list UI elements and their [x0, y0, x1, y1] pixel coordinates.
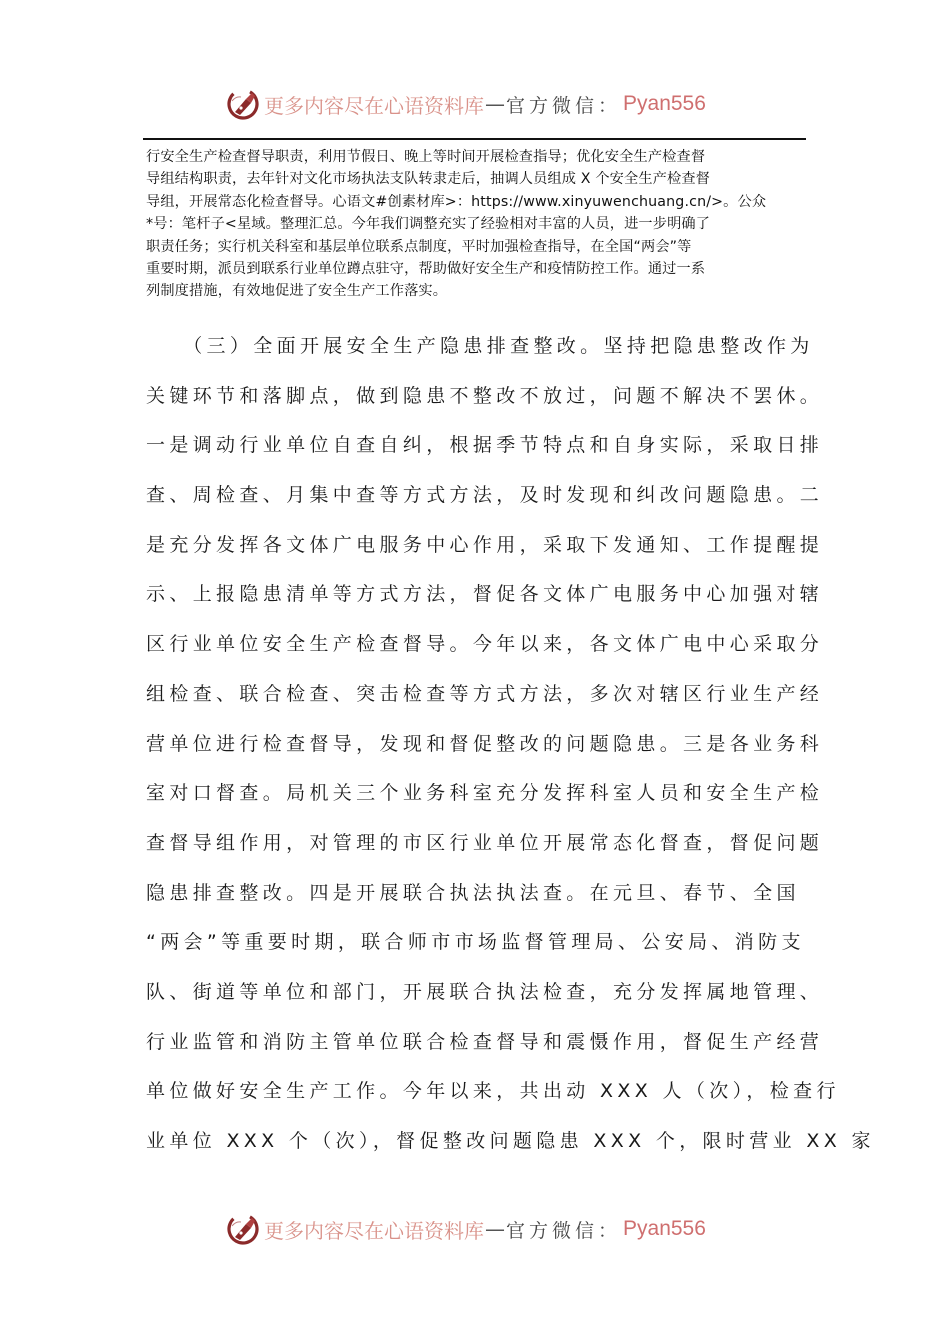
body-line: 示、上报隐患清单等方式方法，督促各文体广电服务中心加强对辖: [146, 583, 824, 606]
small-line: 列制度措施，有效地促进了安全生产工作落实。: [146, 283, 448, 300]
header-banner: [226, 86, 706, 122]
body-line: （三）全面开展安全生产隐患排查整改。坚持把隐患整改作为: [146, 335, 814, 357]
body-line: 行业监管和消防主管单位联合检查督导和震慑作用，督促生产经营: [146, 1030, 824, 1053]
banner-dash: —: [485, 1217, 505, 1241]
body-line: 队、街道等单位和部门，开展联合执法检查，充分发挥属地管理、: [146, 980, 824, 1003]
body-line: 营单位进行检查督导，发现和督促整改的问题隐患。三是各业务科: [146, 732, 824, 755]
banner-wechat-label: 官方微信：: [506, 1219, 622, 1242]
body-line: 室对口督查。局机关三个业务科室充分发挥科室人员和安全生产检: [146, 782, 824, 805]
body-line: 区行业单位安全生产检查督导。今年以来，各文体广电中心采取分: [146, 633, 824, 656]
banner-wechat-label: 官方微信：: [506, 94, 622, 117]
banner-wechat-id: Pyan556: [623, 1217, 706, 1240]
small-line: 导组结构职责，去年针对文化市场执法支队转隶走后，抽调人员组成 X 个安全生产检查督: [146, 171, 711, 188]
small-paragraph: [146, 146, 810, 303]
pen-nib-logo-icon: [226, 1212, 260, 1246]
body-line: 单位做好安全生产工作。今年以来，共出动 XXX 人（次），检查行: [146, 1080, 840, 1103]
small-line: 重要时期，派员到联系行业单位蹲点驻守，帮助做好安全生产和疫情防控工作。通过一系: [146, 260, 706, 277]
banner-site-text: 更多内容尽在心语资料库: [264, 1218, 484, 1243]
footer-banner: [226, 1211, 706, 1247]
body-line: 是充分发挥各文体广电服务中心作用，采取下发通知、工作提醒提: [146, 533, 824, 556]
body-line: 组检查、联合检查、突击检查等方式方法，多次对辖区行业生产经: [146, 682, 824, 705]
body-line: 查、周检查、月集中查等方式方法，及时发现和纠改问题隐患。二: [146, 484, 824, 507]
main-paragraph: [146, 322, 875, 1167]
body-line: 一是调动行业单位自查自纠，根据季节特点和自身实际，采取日排: [146, 434, 824, 457]
body-line: 业单位 XXX 个（次），督促整改问题隐患 XXX 个，限时营业 XX 家: [146, 1130, 875, 1152]
body-line: 查督导组作用，对管理的市区行业单位开展常态化督查，督促问题: [146, 831, 824, 854]
pen-nib-logo-icon: [226, 87, 260, 121]
small-line: *号：笔杆子<星域。整理汇总。今年我们调整充实了经验相对丰富的人员，进一步明确了: [146, 216, 711, 233]
body-line: 关键环节和落脚点，做到隐患不整改不放过，问题不解决不罢休。: [146, 384, 824, 407]
banner-wechat-id: Pyan556: [623, 92, 706, 115]
small-line: 职责任务；实行机关科室和基层单位联系点制度，平时加强检查指导，在全国“两会”等: [146, 238, 692, 255]
header-divider: [143, 138, 806, 140]
body-line: “两会”等重要时期，联合师市市场监督管理局、公安局、消防支: [146, 931, 805, 954]
body-line: 隐患排查整改。四是开展联合执法执法查。在元旦、春节、全国: [146, 881, 800, 904]
small-line: 导组，开展常态化检查督导。心语文#创素材库>：https://www.xinyuwenchuang.cn/>。公众: [146, 193, 767, 210]
banner-site-text: 更多内容尽在心语资料库: [264, 93, 484, 118]
small-line: 行安全生产检查督导职责，利用节假日、晚上等时间开展检查指导；优化安全生产检查督: [146, 149, 706, 165]
banner-dash: —: [485, 92, 505, 116]
